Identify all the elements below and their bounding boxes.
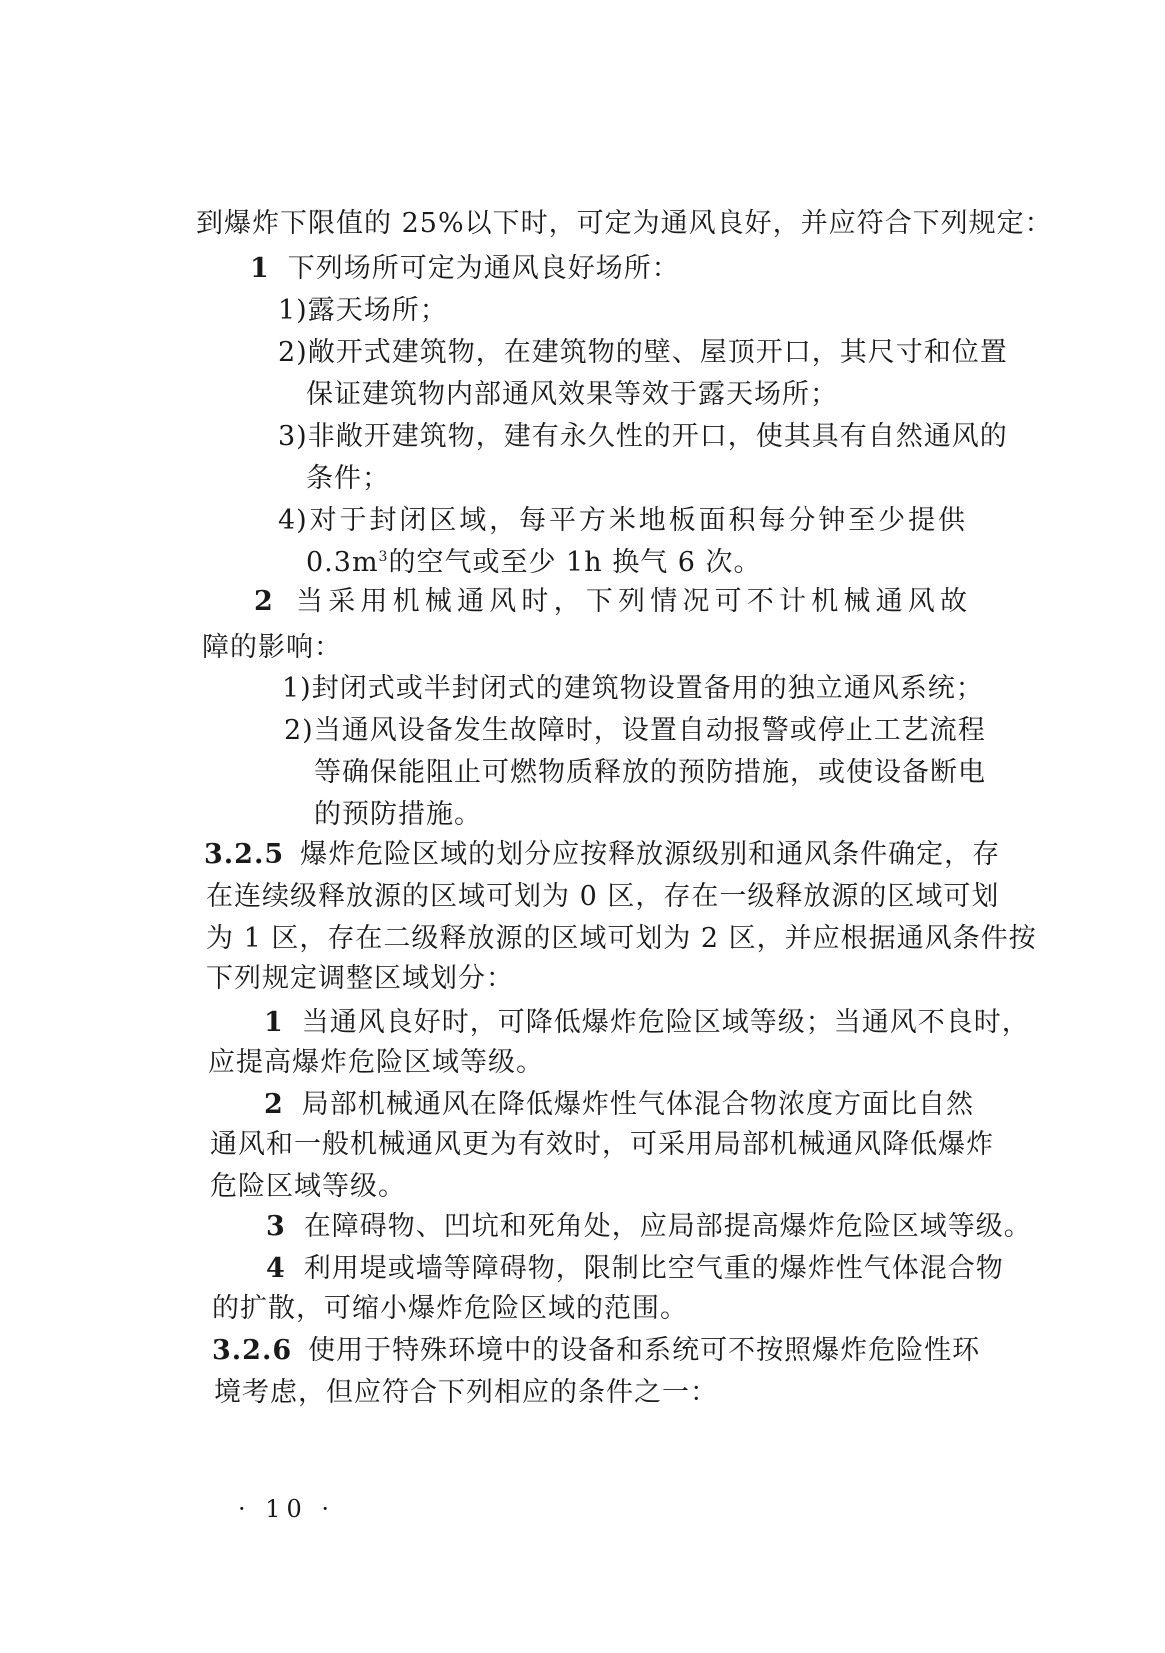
page-number: · 10 · [238, 1495, 336, 1523]
section-line: 3.2.6 使用于特殊环境中的设备和系统可不按照爆炸危险性环 [212, 1335, 981, 1366]
sub-item-line: 2)敞开式建筑物，在建筑物的壁、屋顶开口，其尺寸和位置 [278, 337, 1008, 368]
text-line: $0.3m^3$的空气或至少 1h 换气 6 次。 [306, 547, 762, 578]
list-item-number-line: 2 局部机械通风在降低爆炸性气体混合物浓度方面比自然 [264, 1089, 974, 1120]
text-line: 通风和一般机械通风更为有效时，可采用局部机械通风降低爆炸 [210, 1129, 994, 1160]
text-line: 为 1 区，存在二级释放源的区域可划为 2 区，并应根据通风条件按 [206, 923, 1037, 954]
item-number: 1 [250, 253, 270, 284]
sub-item-line: 4)对于封闭区域，每平方米地板面积每分钟至少提供 [278, 505, 966, 536]
list-item-number-line: 2 当采用机械通风时，下列情况可不计机械通风故 [254, 586, 968, 617]
text-line: 保证建筑物内部通风效果等效于露天场所； [306, 379, 838, 410]
sub-item-line: 1)封闭式或半封闭式的建筑物设置备用的独立通风系统； [282, 673, 984, 704]
list-item-number-line: 1 下列场所可定为通风良好场所： [250, 253, 680, 284]
section-line: 3.2.5 爆炸危险区域的划分应按释放源级别和通风条件确定，存 [204, 839, 1001, 870]
text-line: 在连续级释放源的区域可划为 0 区，存在一级释放源的区域可划 [206, 881, 1000, 912]
text-line: 等确保能阻止可燃物质释放的预防措施，或使设备断电 [314, 757, 986, 788]
superscript: 3 [378, 549, 389, 565]
section-number: 3.2.6 [212, 1335, 293, 1366]
text-line: 的预防措施。 [314, 799, 482, 830]
item-number: 4 [266, 1253, 286, 1284]
list-item-number-line: 4 利用堤或墙等障碍物，限制比空气重的爆炸性气体混合物 [266, 1253, 1004, 1284]
text-line: 境考虑，但应符合下列相应的条件之一： [214, 1377, 718, 1408]
text-line: 危险区域等级。 [210, 1171, 406, 1202]
text-line: 的扩散，可缩小爆炸危险区域的范围。 [212, 1293, 688, 1324]
text-line: 条件； [306, 463, 390, 494]
item-number: 2 [264, 1089, 284, 1120]
item-number: 1 [264, 1007, 284, 1038]
sub-item-line: 1)露天场所； [278, 295, 448, 326]
text-line: 下列规定调整区域划分： [206, 963, 514, 994]
text-line: 到爆炸下限值的 25%以下时，可定为通风良好，并应符合下列规定： [196, 208, 1053, 239]
text-line: 障的影响： [202, 632, 342, 663]
item-number: 2 [254, 586, 274, 617]
text-line: 应提高爆炸危险区域等级。 [208, 1047, 544, 1078]
section-number: 3.2.5 [204, 839, 285, 870]
list-item-number-line: 1 当通风良好时，可降低爆炸危险区域等级；当通风不良时， [264, 1007, 1030, 1038]
list-item-number-line: 3 在障碍物、凹坑和死角处，应局部提高爆炸危险区域等级。 [266, 1211, 1032, 1242]
sub-item-line: 3)非敞开建筑物，建有永久性的开口，使其具有自然通风的 [278, 421, 1008, 452]
sub-item-line: 2)当通风设备发生故障时，设置自动报警或停止工艺流程 [284, 715, 986, 746]
item-number: 3 [266, 1211, 286, 1242]
